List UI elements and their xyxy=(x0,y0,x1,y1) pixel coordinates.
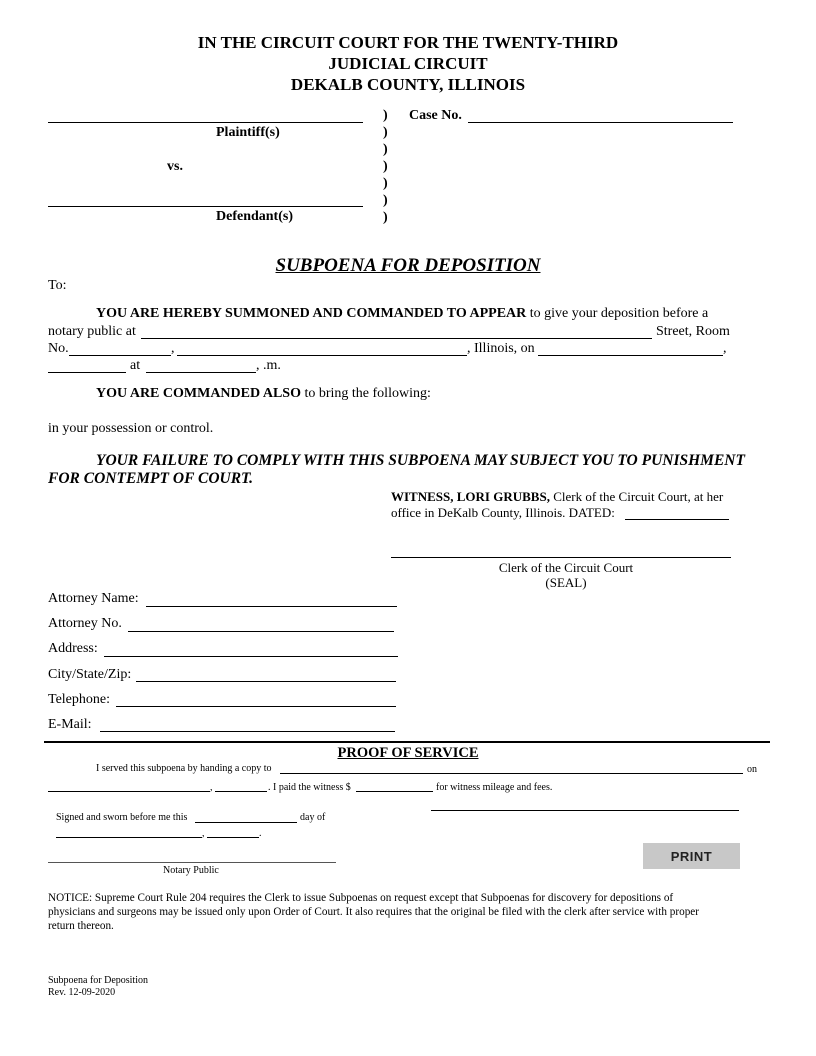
time-field[interactable] xyxy=(146,372,256,373)
notice-line: physicians and surgeons may be issued only upon Order of Court. It also requires that the original be filed with the clerk after service with proper xyxy=(48,906,699,918)
summons-bold: YOU ARE HEREBY SUMMONED AND COMMANDED TO APPEAR xyxy=(96,306,527,321)
defendant-line[interactable] xyxy=(48,206,363,207)
attorney-name-field[interactable] xyxy=(146,606,397,607)
mileage-text: for witness mileage and fees. xyxy=(436,782,553,793)
city-state-zip-field[interactable] xyxy=(136,681,396,682)
on-label: on xyxy=(747,764,757,775)
location-field[interactable] xyxy=(141,338,652,339)
defendant-label: Defendant(s) xyxy=(216,209,293,224)
notice-line: return thereon. xyxy=(48,920,114,932)
server-signature-line[interactable] xyxy=(431,810,739,811)
section-divider xyxy=(44,741,770,743)
attorney-no-field[interactable] xyxy=(128,631,394,632)
form-footer xyxy=(48,975,148,999)
form-revision: Rev. 12-09-2020 xyxy=(48,987,116,998)
signed-sworn-text: Signed and sworn before me this xyxy=(56,812,188,823)
court-name-line2: JUDICIAL CIRCUIT xyxy=(328,54,488,73)
vs-label: vs. xyxy=(167,159,183,174)
comma: , xyxy=(171,341,175,356)
email-field[interactable] xyxy=(100,731,395,732)
city-field[interactable] xyxy=(177,355,467,356)
at-label: at xyxy=(130,358,141,373)
day-of-label: day of xyxy=(300,812,326,823)
served-to-field[interactable] xyxy=(280,773,743,774)
commanded-also-rest: to bring the following: xyxy=(300,386,431,401)
print-button[interactable]: PRINT xyxy=(643,843,740,869)
plaintiff-line[interactable] xyxy=(48,122,363,123)
caption-paren: ) xyxy=(383,176,388,191)
sworn-month-field[interactable] xyxy=(56,837,202,838)
period: . xyxy=(259,828,262,839)
paid-witness-text: . I paid the witness $ xyxy=(268,782,351,793)
proof-of-service-heading: PROOF OF SERVICE xyxy=(337,745,479,761)
witness-line1 xyxy=(391,489,723,505)
notice-line: NOTICE: Supreme Court Rule 204 requires the Clerk to issue Subpoenas on request except that Subpoenas for discovery for depositions of xyxy=(48,892,674,904)
summons-rest: to give your deposition before a xyxy=(526,306,709,321)
room-no-field[interactable] xyxy=(69,355,171,356)
seal-label: (SEAL) xyxy=(545,575,587,590)
witness-rest: Clerk of the Circuit Court, at her xyxy=(549,489,724,504)
attorney-name-label: Attorney Name: xyxy=(48,591,139,606)
served-date-field[interactable] xyxy=(48,791,210,792)
caption-paren: ) xyxy=(383,193,388,208)
attorney-no-label: Attorney No. xyxy=(48,616,122,631)
comma: , xyxy=(210,782,213,793)
room-no-label: No. xyxy=(48,341,69,356)
city-state-zip-label: City/State/Zip: xyxy=(48,667,132,682)
document-title: SUBPOENA FOR DEPOSITION xyxy=(275,255,541,276)
clerk-signature-line[interactable] xyxy=(391,557,731,558)
to-label: To: xyxy=(48,278,67,293)
commanded-also-bold: YOU ARE COMMANDED ALSO xyxy=(96,386,301,401)
case-no-field[interactable] xyxy=(468,122,733,123)
comma: , xyxy=(202,828,205,839)
caption-paren: ) xyxy=(383,108,388,123)
dated-field[interactable] xyxy=(625,519,729,520)
clerk-title: Clerk of the Circuit Court xyxy=(498,560,634,575)
m-suffix: , .m. xyxy=(256,358,281,373)
court-name-line1: IN THE CIRCUIT COURT FOR THE TWENTY-THIRD xyxy=(197,33,619,52)
case-no-label: Case No. xyxy=(409,108,462,123)
possession-text: in your possession or control. xyxy=(48,421,214,436)
telephone-label: Telephone: xyxy=(48,692,110,707)
summons-paragraph-line1 xyxy=(96,306,708,322)
telephone-field[interactable] xyxy=(116,706,396,707)
commanded-also-paragraph xyxy=(96,386,431,402)
caption-paren: ) xyxy=(383,142,388,157)
failure-warning-line1: YOUR FAILURE TO COMPLY WITH THIS SUBPOENA MAY SUBJECT YOU TO PUNISHMENT xyxy=(96,452,745,469)
sworn-day-field[interactable] xyxy=(195,822,297,823)
comma: , xyxy=(723,341,727,356)
address-label: Address: xyxy=(48,641,98,656)
court-county-line: DEKALB COUNTY, ILLINOIS xyxy=(290,75,526,94)
date-field[interactable] xyxy=(538,355,723,356)
address-field[interactable] xyxy=(104,656,398,657)
served-year-field[interactable] xyxy=(215,791,267,792)
witness-bold: WITNESS, LORI GRUBBS, xyxy=(391,489,550,504)
notary-signature-line[interactable] xyxy=(48,862,336,863)
witness-fee-field[interactable] xyxy=(356,791,433,792)
sworn-year-field[interactable] xyxy=(207,837,259,838)
notary-public-label: Notary Public xyxy=(163,865,219,876)
notice-text xyxy=(48,891,699,933)
notary-prefix: notary public at xyxy=(48,324,136,339)
caption-paren: ) xyxy=(383,210,388,225)
plaintiff-label: Plaintiff(s) xyxy=(216,125,280,140)
caption-paren: ) xyxy=(383,159,388,174)
served-text: I served this subpoena by handing a copy to xyxy=(96,763,272,774)
year-field[interactable] xyxy=(48,372,126,373)
illinois-on-label: , Illinois, on xyxy=(467,341,535,356)
email-label: E-Mail: xyxy=(48,717,92,732)
caption-paren: ) xyxy=(383,125,388,140)
witness-line2: office in DeKalb County, Illinois. DATED: xyxy=(391,505,615,520)
form-name: Subpoena for Deposition xyxy=(48,975,148,986)
failure-warning-line2: FOR CONTEMPT OF COURT. xyxy=(48,470,253,487)
street-room-label: Street, Room xyxy=(656,324,730,339)
